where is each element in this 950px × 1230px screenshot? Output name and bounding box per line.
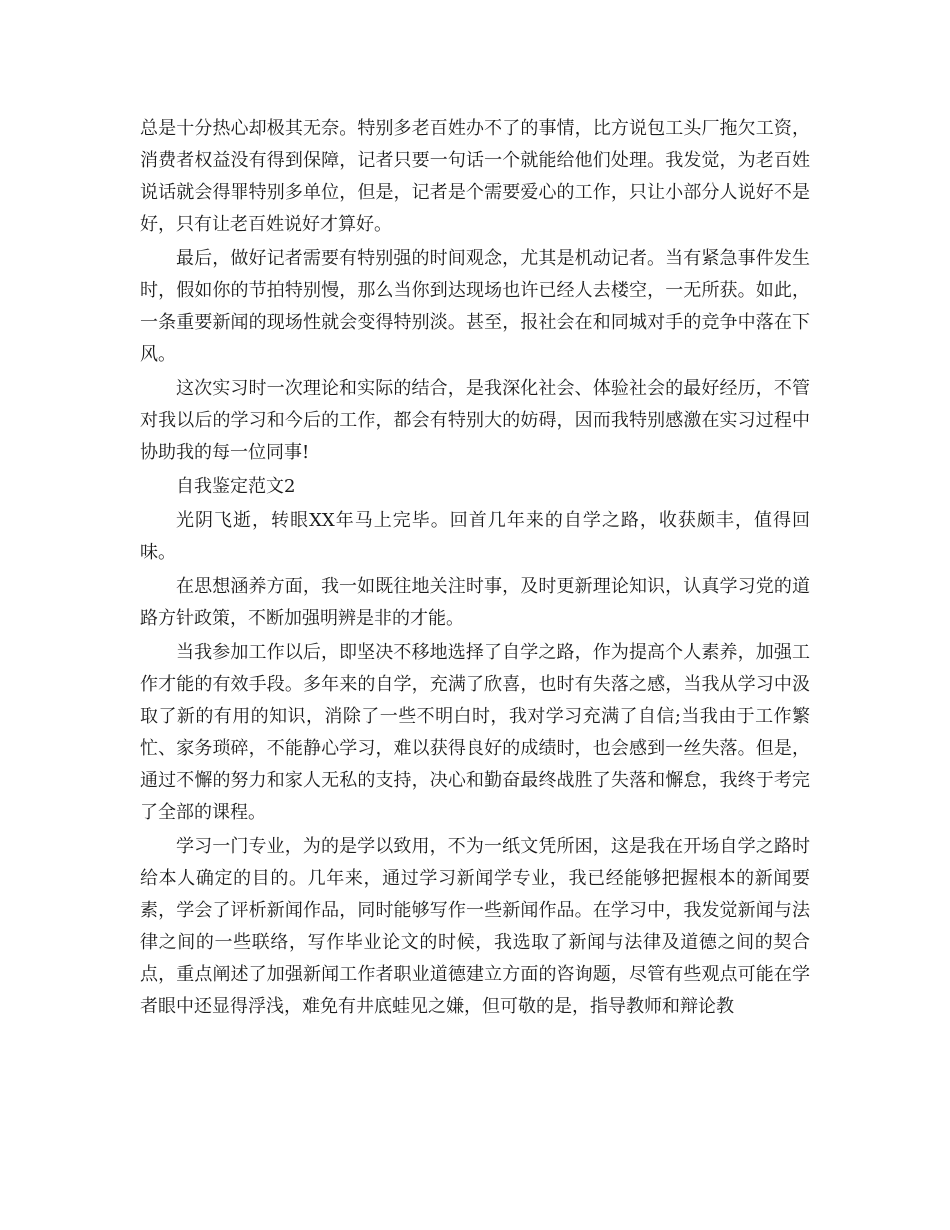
paragraph-time-awareness: 最后，做好记者需要有特别强的时间观念，尤其是机动记者。当有紧急事件发生时，假如你的节拍特别慢，那么当你到达现场也许已经人去楼空，一无所获。如此，一条重要新闻的现场性就会变得特别淡。甚至，报社会在和同城对手的竞争中落在下风。 — [140, 248, 810, 365]
paragraph-self-study: 当我参加工作以后，即坚决不移地选择了自学之路，作为提高个人素养，加强工作才能的有效手段。多年来的自学，充满了欣喜，也时有失落之感，当我从学习中汲取了新的有用的知识，消除了一些不明白时，我对学习充满了自信;当我由于工作繁忙、家务琐碎，不能静心学习，难以获得良好的成绩时，也会感到一丝失落。但是，通过不懈的努力和家人无私的支持，决心和勤奋最终战胜了失落和懈怠，我终于考完了全部的课程。 — [140, 642, 810, 823]
paragraph-continuation: 总是十分热心却极其无奈。特别多老百姓办不了的事情，比方说包工头厂拖欠工资，消费者权益没有得到保障，记者只要一句话一个就能给他们处理。我发觉，为老百姓说话就会得罪特别多单位，但是，记者是个需要爱心的工作，只让小部分人说好不是好，只有让老百姓说好才算好。 — [140, 118, 810, 235]
paragraph-time-flies: 光阴飞逝，转眼XX年马上完毕。回首几年来的自学之路，收获颇丰，值得回味。 — [140, 510, 810, 563]
paragraph-major-study: 学习一门专业，为的是学以致用，不为一纸文凭所困，这是我在开场自学之路时给本人确定的目的。几年来，通过学习新闻学专业，我已经能够把握根本的新闻要素，学会了评析新闻作品，同时能够写作一些新闻作品。在学习中，我发觉新闻与法律之间的一些联络，写作毕业论文的时候，我选取了新闻与法律及道德之间的契合点，重点阐述了加强新闻工作者职业道德建立方面的咨询题，尽管有些观点可能在学者眼中还显得浮浅，难免有井底蛙见之嫌，但可敬的是，指导教师和辩论教 — [140, 836, 810, 1017]
section-heading: 自我鉴定范文2 — [176, 476, 296, 497]
paragraph-ideology: 在思想涵养方面，我一如既往地关注时事，及时更新理论知识，认真学习党的道路方针政策，不断加强明辨是非的才能。 — [140, 576, 810, 629]
paragraph-internship-summary: 这次实习时一次理论和实际的结合，是我深化社会、体验社会的最好经历，不管对我以后的学习和今后的工作，都会有特别大的妨碍，因而我特别感激在实习过程中协助我的每一位同事! — [140, 378, 810, 463]
document-body — [140, 113, 810, 1025]
